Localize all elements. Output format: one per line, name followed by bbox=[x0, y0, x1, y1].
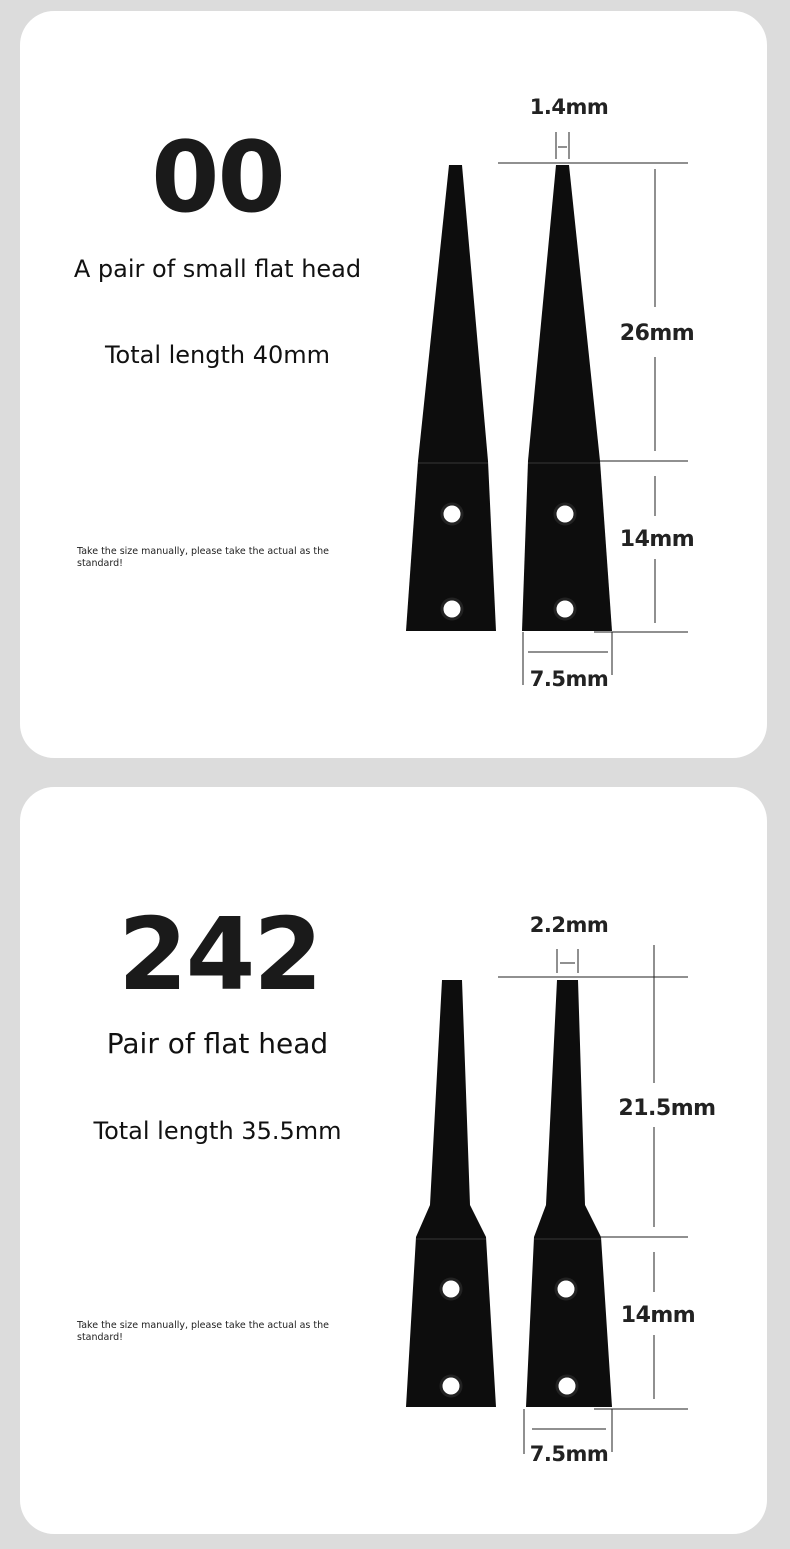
tweezer-tip-right bbox=[526, 980, 612, 1407]
total-length: Total length 40mm bbox=[104, 341, 331, 369]
product-description: Pair of flat head bbox=[106, 1027, 329, 1060]
tweezer-tips-diagram bbox=[20, 11, 767, 758]
measurement-note: Take the size manually, please take the actual as the standard! bbox=[77, 546, 329, 569]
dim-tip-width: 1.4mm bbox=[529, 95, 609, 119]
tweezer-tips-diagram bbox=[20, 787, 767, 1534]
product-card-242 bbox=[20, 787, 767, 1534]
dim-tip-width: 2.2mm bbox=[529, 913, 609, 937]
tweezer-tip-left bbox=[406, 980, 496, 1407]
dim-tip-length: 26mm bbox=[619, 321, 695, 346]
product-card-00 bbox=[20, 11, 767, 758]
dim-base-width: 7.5mm bbox=[529, 1442, 609, 1466]
dim-tip-length: 21.5mm bbox=[618, 1096, 716, 1121]
tweezer-tip-right bbox=[522, 165, 612, 631]
product-description: A pair of small flat head bbox=[73, 255, 362, 283]
dim-base-length: 14mm bbox=[620, 1303, 696, 1328]
tweezer-tip-left bbox=[406, 165, 496, 631]
model-code: 242 bbox=[118, 896, 321, 1013]
total-length: Total length 35.5mm bbox=[93, 1117, 342, 1145]
dim-base-length: 14mm bbox=[619, 527, 695, 552]
model-code: 00 bbox=[151, 121, 284, 235]
measurement-note: Take the size manually, please take the actual as the standard! bbox=[77, 1320, 329, 1343]
dim-base-width: 7.5mm bbox=[529, 667, 609, 691]
